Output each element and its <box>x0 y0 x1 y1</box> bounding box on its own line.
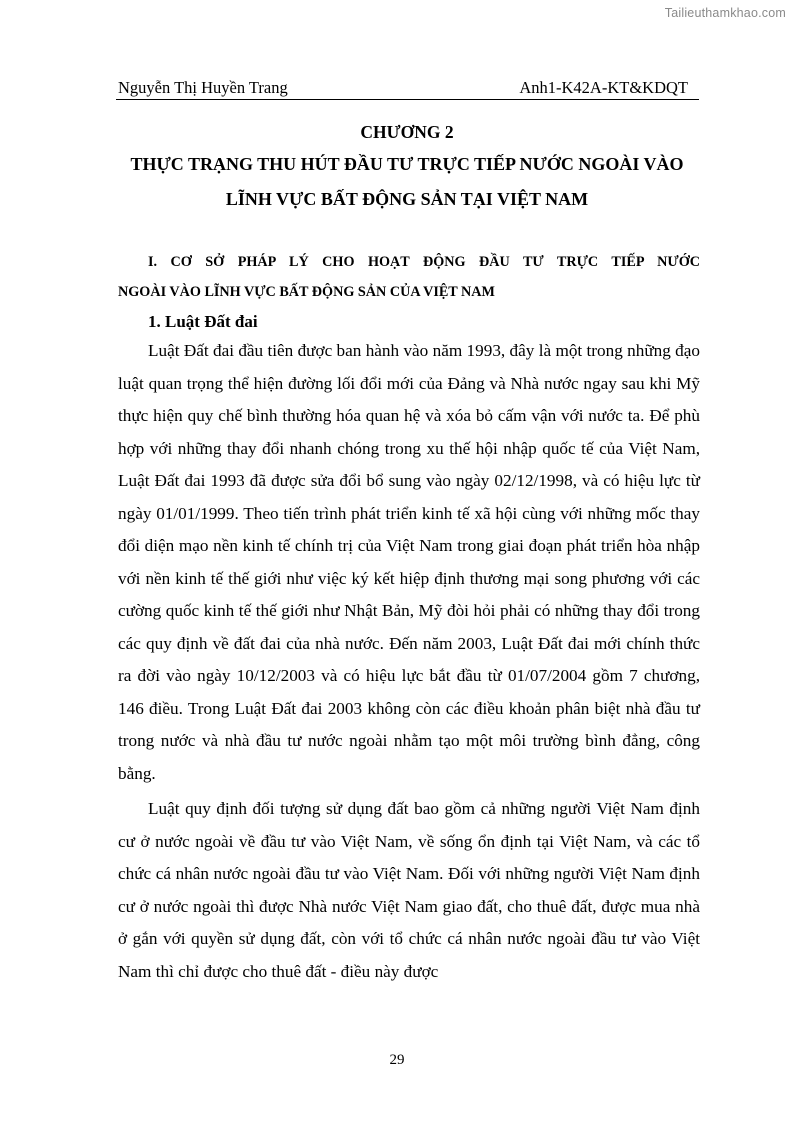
header-divider <box>116 99 699 100</box>
body-text <box>118 335 700 988</box>
section-heading-line-1: I. CƠ SỞ PHÁP LÝ CHO HOẠT ĐỘNG ĐẦU TƯ TRỰC TIẾP NƯỚC <box>148 254 700 270</box>
running-header <box>118 78 688 98</box>
paragraph: Luật Đất đai đầu tiên được ban hành vào năm 1993, đây là một trong những đạo luật quan trọng thể hiện đường lối đổi mới của Đảng và Nhà nước ngay sau khi Mỹ thực hiện quy chế bình thường hóa quan hệ và xóa bỏ cấm vận với nước ta. Để phù hợp với những thay đổi nhanh chóng trong xu thế hội nhập quốc tế của Việt Nam, Luật Đất đai 1993 đã được sửa đổi bổ sung vào ngày 02/12/1998, và có hiệu lực từ ngày 01/01/1999. Theo tiến trình phát triển kinh tế xã hội cùng với những mốc thay đổi diện mạo nền kinh tế chính trị của Việt Nam trong giai đoạn phát triển hòa nhập với nền kinh tế thế giới như việc ký kết hiệp định thương mại song phương với các cường quốc kinh tế thế giới như Nhật Bản, Mỹ đòi hỏi phải có những thay đổi trong các quy định về đất đai của nhà nước. Đến năm 2003, Luật Đất đai mới chính thức ra đời vào ngày 10/12/2003 và có hiệu lực bắt đầu từ 01/07/2004 gồm 7 chương, 146 điều. Trong Luật Đất đai 2003 không còn các điều khoản phân biệt nhà đầu tư trong nước và nhà đầu tư nước ngoài nhằm tạo một môi trường bình đẳng, công bằng. <box>118 341 700 783</box>
section-heading-line-2: NGOÀI VÀO LĨNH VỰC BẤT ĐỘNG SẢN CỦA VIỆT NAM <box>118 284 495 300</box>
header-author: Nguyễn Thị Huyền Trang <box>118 78 288 97</box>
chapter-title-line-1: THỰC TRẠNG THU HÚT ĐẦU TƯ TRỰC TIẾP NƯỚC NGOÀI VÀO <box>130 154 684 174</box>
chapter-title-line-2: LĨNH VỰC BẤT ĐỘNG SẢN TẠI VIỆT NAM <box>225 189 589 209</box>
watermark-text: Tailieuthamkhao.com <box>664 6 786 20</box>
chapter-heading <box>100 118 714 216</box>
subsection-heading: 1. Luật Đất đai <box>148 312 258 331</box>
header-class-code: Anh1-K42A-KT&KDQT <box>519 78 688 97</box>
page-number: 29 <box>389 1052 405 1068</box>
section-heading <box>118 247 700 307</box>
paragraph: Luật quy định đối tượng sử dụng đất bao gồm cả những người Việt Nam định cư ở nước ngoài về đầu tư vào Việt Nam, về sống ổn định tại Việt Nam, và các tổ chức cá nhân nước ngoài đầu tư vào Việt Nam. Đối với những người Việt Nam định cư ở nước ngoài thì được Nhà nước Việt Nam giao đất, cho thuê đất, được mua nhà ở gắn với quyền sử dụng đất, còn với tổ chức cá nhân nước ngoài đầu tư vào Việt Nam thì chỉ được cho thuê đất - điều này được <box>118 799 700 981</box>
chapter-label: CHƯƠNG 2 <box>360 122 454 142</box>
